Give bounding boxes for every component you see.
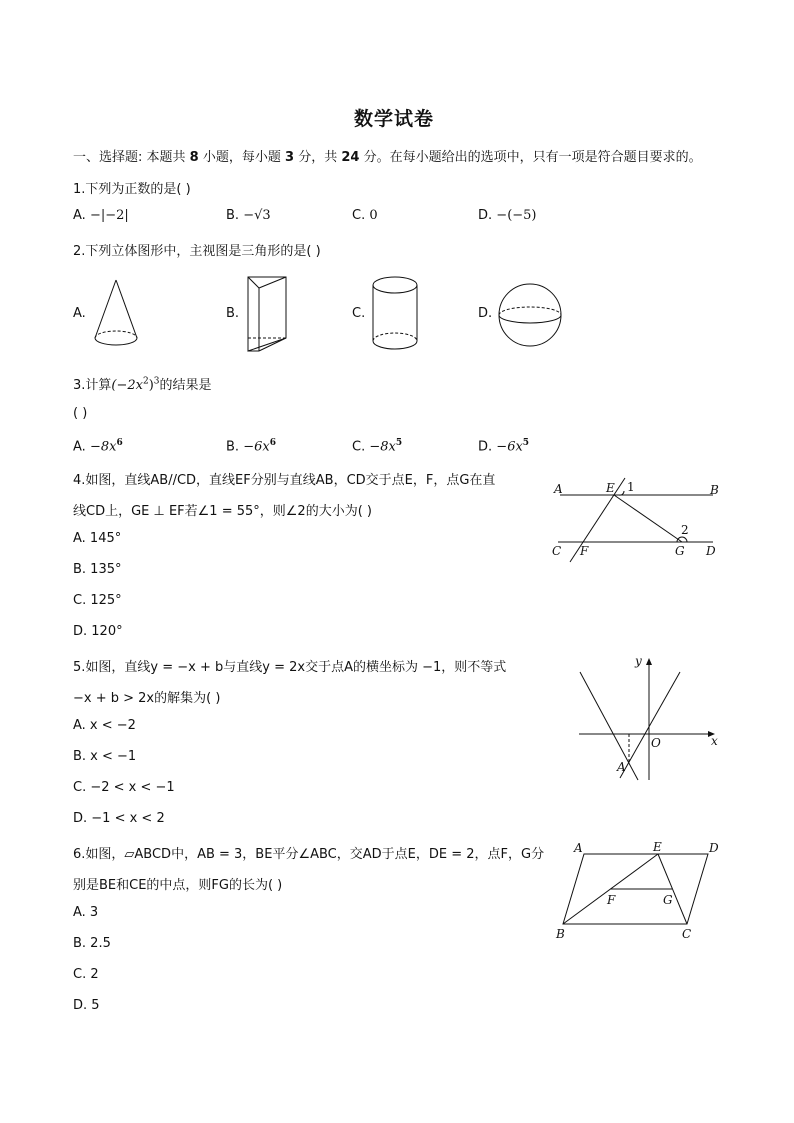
q6-option-d: D. 5 <box>73 998 100 1013</box>
q6-stem-line2: 别是BE和CE的中点，则FG的长为( ) <box>73 878 283 893</box>
label-g: G <box>675 544 685 558</box>
label-angle-2: 2 <box>681 523 689 537</box>
q3-c-exp: 5 <box>395 438 403 448</box>
q1-c-text: 0 <box>369 208 378 223</box>
question-count: 8 <box>189 150 199 165</box>
q3-c-label: C. <box>352 439 366 455</box>
q3-c-coef: −8x <box>369 439 396 455</box>
page-title: 数学试卷 <box>354 108 435 130</box>
label-d: D <box>709 841 719 855</box>
label-f: F <box>580 544 589 558</box>
q3-a-coef: −8x <box>89 439 117 455</box>
q5-option-c: C. −2 < x < −1 <box>73 780 175 795</box>
q1-a-text: −|−2| <box>89 208 129 223</box>
label-b: B <box>710 483 719 497</box>
q5-option-d: D. −1 < x < 2 <box>73 811 165 826</box>
q2-d-label: D. <box>478 306 493 321</box>
q3-paren: ( ) <box>73 406 88 421</box>
q4-option-a: A. 145° <box>73 531 122 546</box>
q1-b-label: B. <box>226 208 240 223</box>
q3-option-b <box>226 438 276 454</box>
q1-a-label: A. <box>73 208 86 223</box>
q3-d-coef: −6x <box>496 439 523 455</box>
section-prefix: 一、选择题: 本题共 <box>73 150 186 165</box>
sphere-figure <box>498 283 564 349</box>
q1-option-d <box>478 208 537 223</box>
q3-exp-outer: 3 <box>153 376 160 387</box>
q4-stem-line2: 线CD上，GE ⊥ EF若∠1 = 55°，则∠2的大小为( ) <box>73 504 372 519</box>
q3-option-d <box>478 438 529 454</box>
cylinder-figure <box>371 276 421 356</box>
label-e: E <box>653 840 662 854</box>
label-d: D <box>706 544 716 558</box>
q1-option-c <box>352 208 378 223</box>
prism-figure <box>246 274 292 356</box>
q3-expr-close: ) <box>148 378 154 393</box>
q2-a-label: A. <box>73 306 86 321</box>
label-point-a: A <box>617 760 626 774</box>
q2-c-label: C. <box>352 306 366 321</box>
q5-figure <box>575 652 725 782</box>
q6-option-c: C. 2 <box>73 967 99 982</box>
q3-d-exp: 5 <box>522 438 530 448</box>
label-a: A <box>554 482 563 496</box>
line-neg-x-plus-b <box>580 672 638 780</box>
q5-stem-line2: −x + b > 2x的解集为( ) <box>73 691 221 706</box>
q3-stem <box>73 374 212 393</box>
line-ef <box>570 478 625 562</box>
q6-option-a: A. 3 <box>73 905 99 920</box>
label-x: x <box>711 734 718 748</box>
q5-option-a: A. x < −2 <box>73 718 136 733</box>
q3-stem-prefix: 3.计算 <box>73 378 112 393</box>
q5-option-b: B. x < −1 <box>73 749 137 764</box>
q1-option-b <box>226 208 271 223</box>
q1-d-text: −(−5) <box>496 208 537 223</box>
q3-stem-suffix: 的结果是 <box>159 378 212 393</box>
label-f: F <box>607 893 616 907</box>
label-c: C <box>552 544 562 558</box>
section-suffix: 分。在每小题给出的选项中，只有一项是符合题目要求的。 <box>363 150 702 165</box>
q4-option-b: B. 135° <box>73 562 122 577</box>
points-each: 3 <box>285 150 295 165</box>
q4-option-d: D. 120° <box>73 624 123 639</box>
line-2x <box>620 672 680 778</box>
label-y: y <box>635 654 642 668</box>
q6-figure <box>554 838 724 944</box>
q1-stem: 1.下列为正数的是( ) <box>73 182 191 197</box>
section-mid1: 小题，每小题 <box>202 150 281 165</box>
label-g: G <box>663 893 673 907</box>
q3-b-exp: 6 <box>269 438 276 448</box>
q6-option-b: B. 2.5 <box>73 936 111 951</box>
q3-expr-open: (−2x <box>111 378 143 393</box>
line-ge <box>614 495 682 542</box>
total-points: 24 <box>341 150 360 165</box>
label-angle-1: 1 <box>627 480 635 494</box>
q3-a-exp: 6 <box>116 438 123 448</box>
q4-stem-line1: 4.如图，直线AB//CD，直线EF分别与直线AB，CD交于点E，F，点G在直 <box>73 473 496 488</box>
q3-exp-inner: 2 <box>142 376 149 387</box>
y-axis-arrow <box>646 658 652 665</box>
q5-stem-line1: 5.如图，直线y = −x + b与直线y = 2x交于点A的横坐标为 −1，则不等式 <box>73 660 507 675</box>
q3-b-label: B. <box>226 439 240 455</box>
cone-figure <box>92 278 142 350</box>
q2-b-label: B. <box>226 306 240 321</box>
q3-option-a <box>73 438 123 454</box>
label-c: C <box>682 927 692 941</box>
q4-figure <box>548 478 724 564</box>
q3-d-label: D. <box>478 439 493 455</box>
section-mid2: 分，共 <box>298 150 338 165</box>
q3-b-coef: −6x <box>243 439 270 455</box>
q3-a-label: A. <box>73 439 86 455</box>
q1-option-a <box>73 208 129 223</box>
q4-option-c: C. 125° <box>73 593 122 608</box>
label-a: A <box>574 841 583 855</box>
label-b: B <box>556 927 565 941</box>
q1-d-label: D. <box>478 208 493 223</box>
label-e: E <box>606 481 615 495</box>
label-o: O <box>651 736 661 750</box>
section-header <box>73 146 702 165</box>
q2-stem: 2.下列立体图形中，主视图是三角形的是( ) <box>73 244 321 259</box>
q6-stem-line1: 6.如图，▱ABCD中，AB = 3，BE平分∠ABC，交AD于点E，DE = 2，点F，G分 <box>73 847 545 862</box>
q3-option-c <box>352 438 402 454</box>
q1-c-label: C. <box>352 208 366 223</box>
q1-b-text: −√3 <box>243 208 271 223</box>
